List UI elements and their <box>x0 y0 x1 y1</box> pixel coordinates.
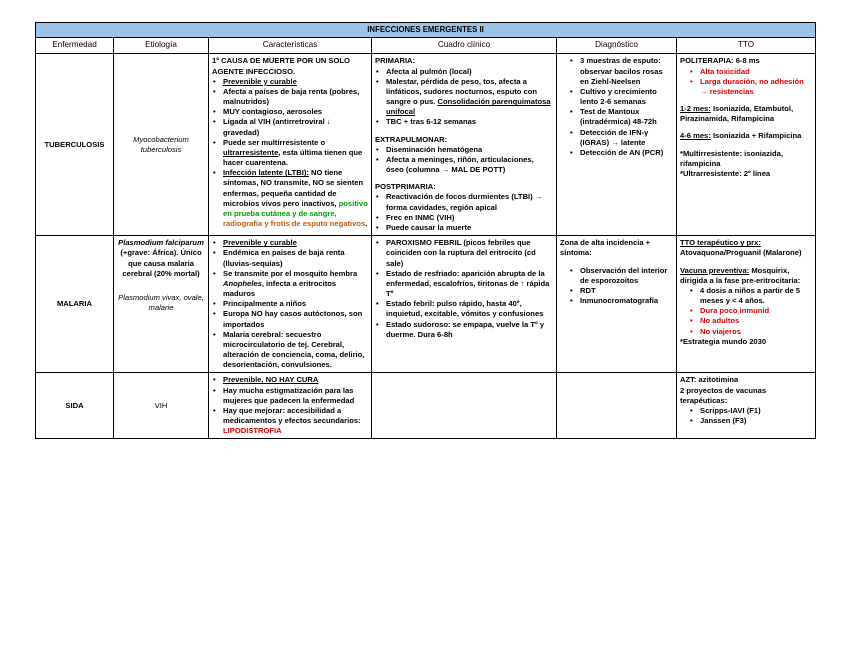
list-item: • Prevenible, NO HAY CURA <box>223 375 368 385</box>
list-item: • Hay mucha estigmatización para las mujeres que padecen la enfermedad <box>223 386 368 406</box>
characteristics-list <box>212 77 368 230</box>
list-item: • No viajeros <box>700 327 812 337</box>
vaccine-list <box>680 286 812 306</box>
etiology: VIH <box>114 373 209 439</box>
characteristics-cell <box>209 373 372 439</box>
header-row <box>36 38 816 54</box>
header-diagnostico: Diagnóstico <box>557 38 677 54</box>
treatment-head: POLITERAPIA: 6-8 ms <box>680 56 760 66</box>
characteristics-intro: 1º CAUSA DE MUERTE POR UN SOLO AGENTE INFECCIOSO. <box>212 56 350 76</box>
treatment-head: TTO terapéutico y prx: Atovaquona/Proguanil (Malarone) <box>680 238 802 258</box>
header-cuadro-clinico: Cuadro clínico <box>372 38 557 54</box>
etiology-primary: Plasmodium falciparum <box>118 238 204 248</box>
warning-list <box>680 306 812 337</box>
vaccine-line: Vacuna preventiva: Mosquirix, dirigida a la fase pre-eritrocitaria: <box>680 265 801 285</box>
primaria-list <box>375 67 553 128</box>
etiology <box>114 236 209 373</box>
list-item: • Ligada al VIH (antirretroviral ↓ gravedad) <box>223 117 368 137</box>
list-item: • Prevenible y curable <box>223 238 368 248</box>
list-item: • MUY contagioso, aerosoles <box>223 107 368 117</box>
characteristics-cell <box>209 54 372 236</box>
list-item: • Malaria cerebral: secuestro microcirculatorio de tej. Cerebral, alteración de conciencia, coma, delirio, desorientación, convulsiones. <box>223 330 368 371</box>
list-item: • Dura poco inmunid <box>700 306 812 316</box>
list-item: • Europa NO hay casos autóctonos, son importados <box>223 309 368 329</box>
list-item: • Detección de IFN-γ (IGRAS) → latente <box>580 128 673 148</box>
treatment-cell <box>677 236 816 373</box>
list-item: • Alta toxicidad <box>700 67 812 77</box>
list-item: • Puede ser multirresistente o ultrarresistente, esta última tienen que hacer cuarentena. <box>223 138 368 169</box>
note-multiresistant: *Multirresistente: isoniazida, rifampicina <box>680 148 783 168</box>
vaccine-list <box>680 406 812 426</box>
phase-4-6-months: 4-6 mes: Isoniazida + Rifampicina <box>680 131 802 141</box>
disease-name: TUBERCULOSIS <box>36 54 114 236</box>
table-row-sida <box>36 373 816 439</box>
etiology: Myocobacterium tuberculosis <box>114 54 209 236</box>
phase-1-2-months: 1-2 mes: Isoniazida, Etambutol, Pirazinamida, Rifampicina <box>680 104 794 124</box>
list-item: • Larga duración, no adhesión → resistencias <box>700 77 812 97</box>
list-item: • Endémica en países de baja renta (lluvias-sequías) <box>223 248 368 268</box>
list-item: • RDT <box>580 286 673 296</box>
list-item: • Infección latente (LTBI): NO tiene síntomas, NO transmite, NO se sienten enfermas, pequeña cantidad de microbios vivos pero inactivos, positivo en prueba cutánea y de sangre, radiografía y frotis de esputo negativos. <box>223 168 368 229</box>
list-item: • Test de Mantoux (intradérmica) 48-72h <box>580 107 673 127</box>
diagnosis-cell <box>557 54 677 236</box>
table-row-tuberculosis <box>36 54 816 236</box>
list-item: • Janssen (F3) <box>700 416 812 426</box>
diagnosis-list <box>560 266 673 307</box>
etiology-secondary: Plasmodium vivax, ovale, malarie <box>118 292 204 313</box>
clinical-picture-cell <box>372 54 557 236</box>
clinical-picture-cell <box>372 236 557 373</box>
strategy-note: *Estrategia mundo 2030 <box>680 336 767 346</box>
list-item: • Malestar, pérdida de peso, tos, afecta a linfáticos, sudores nocturnos, esputo con sangre o pus. Consolidación parenquimatosa unifocal <box>386 77 553 118</box>
treatment-line: 2 proyectos de vacunas terapéuticas: <box>680 385 767 405</box>
list-item: • Scripps-IAVI (F1) <box>700 406 812 416</box>
list-item: • PAROXISMO FEBRIL (picos febriles que coinciden con la ruptura del eritrocito (cd sale) <box>386 238 553 269</box>
table-title: INFECCIONES EMERGENTES II <box>36 23 816 38</box>
list-item: • Afecta a países de baja renta (pobres, malnutridos) <box>223 87 368 107</box>
list-item: • No adultos <box>700 316 812 326</box>
list-item: • Afecta a meninges, riñón, articulaciones, óseo (columna → MAL DE POTT) <box>386 155 553 175</box>
list-item: • Cultivo y crecimiento lento 2-6 semanas <box>580 87 673 107</box>
list-item: • Prevenible y curable <box>223 77 368 87</box>
list-item: • 4 dosis a niños a partir de 5 meses y < 4 años. <box>700 286 812 306</box>
header-etiologia: Etiología <box>114 38 209 54</box>
section-label: POSTPRIMARIA: <box>375 182 436 192</box>
header-enfermedad: Enfermedad <box>36 38 114 54</box>
header-tto: TTO <box>677 38 816 54</box>
list-item: • Inmunocromatografía <box>580 296 673 306</box>
clinical-picture-cell <box>372 373 557 439</box>
diagnosis-cell <box>557 236 677 373</box>
treatment-cell <box>677 373 816 439</box>
section-label: EXTRAPULMONAR: <box>375 134 448 144</box>
warning-list <box>680 67 812 98</box>
list-item: • Estado sudoroso: se empapa, vuelve la Tº y duerme. Dura 6-8h <box>386 320 553 340</box>
note-ultraresistant: *Ultrarresistente: 2º línea <box>680 168 771 178</box>
list-item: • Hay que mejorar: accesibilidad a medicamentos y efectos secundarios: LIPODISTROFIA <box>223 406 368 437</box>
characteristics-list <box>212 238 368 370</box>
list-item: • Observación del interior de esporozoitos <box>580 266 673 286</box>
list-item: • Reactivación de focos durmientes (LTBI) → forma cavidades, región apical <box>386 192 553 212</box>
postprimaria-list <box>375 192 553 233</box>
list-item: • Principalmente a niños <box>223 299 368 309</box>
diagnosis-list <box>560 56 673 158</box>
diagnosis-intro: Zona de alta incidencia + síntoma: <box>560 238 651 258</box>
characteristics-list <box>212 375 368 436</box>
clinical-list <box>375 238 553 340</box>
list-item: • Estado de resfriado: aparición abrupta de la enfermedad, escalofríos, tiritonas de ↑ rápida Tº <box>386 269 553 300</box>
list-item: • Puede causar la muerte <box>386 223 553 233</box>
treatment-cell <box>677 54 816 236</box>
treatment-line: AZT: azitotimina <box>680 375 739 385</box>
diagnosis-cell <box>557 373 677 439</box>
list-item: • Afecta al pulmón (local) <box>386 67 553 77</box>
extrapulmonar-list <box>375 145 553 176</box>
header-caracteristicas: Características <box>209 38 372 54</box>
list-item: • Detección de AN (PCR) <box>580 148 673 158</box>
characteristics-cell <box>209 236 372 373</box>
etiology-note: (+grave: África). Único que causa malaria cerebral (20% mortal) <box>120 248 202 278</box>
disease-name: MALARIA <box>36 236 114 373</box>
list-item: • Estado febril: pulso rápido, hasta 40º, inquietud, excitable, vómitos y confusiones <box>386 299 553 319</box>
list-item: • 3 muestras de esputo: observar bacilos rosas en Ziehl-Neelsen <box>580 56 673 87</box>
section-label: PRIMARIA: <box>375 56 416 66</box>
list-item: • Se transmite por el mosquito hembra Anopheles, infecta a eritrocitos maduros <box>223 269 368 300</box>
table-row-malaria <box>36 236 816 373</box>
list-item: • TBC + tras 6-12 semanas <box>386 117 553 127</box>
emerging-infections-table <box>35 22 816 439</box>
list-item: • Frec en INMC (VIH) <box>386 213 553 223</box>
disease-name: SIDA <box>36 373 114 439</box>
list-item: • Diseminación hematógena <box>386 145 553 155</box>
